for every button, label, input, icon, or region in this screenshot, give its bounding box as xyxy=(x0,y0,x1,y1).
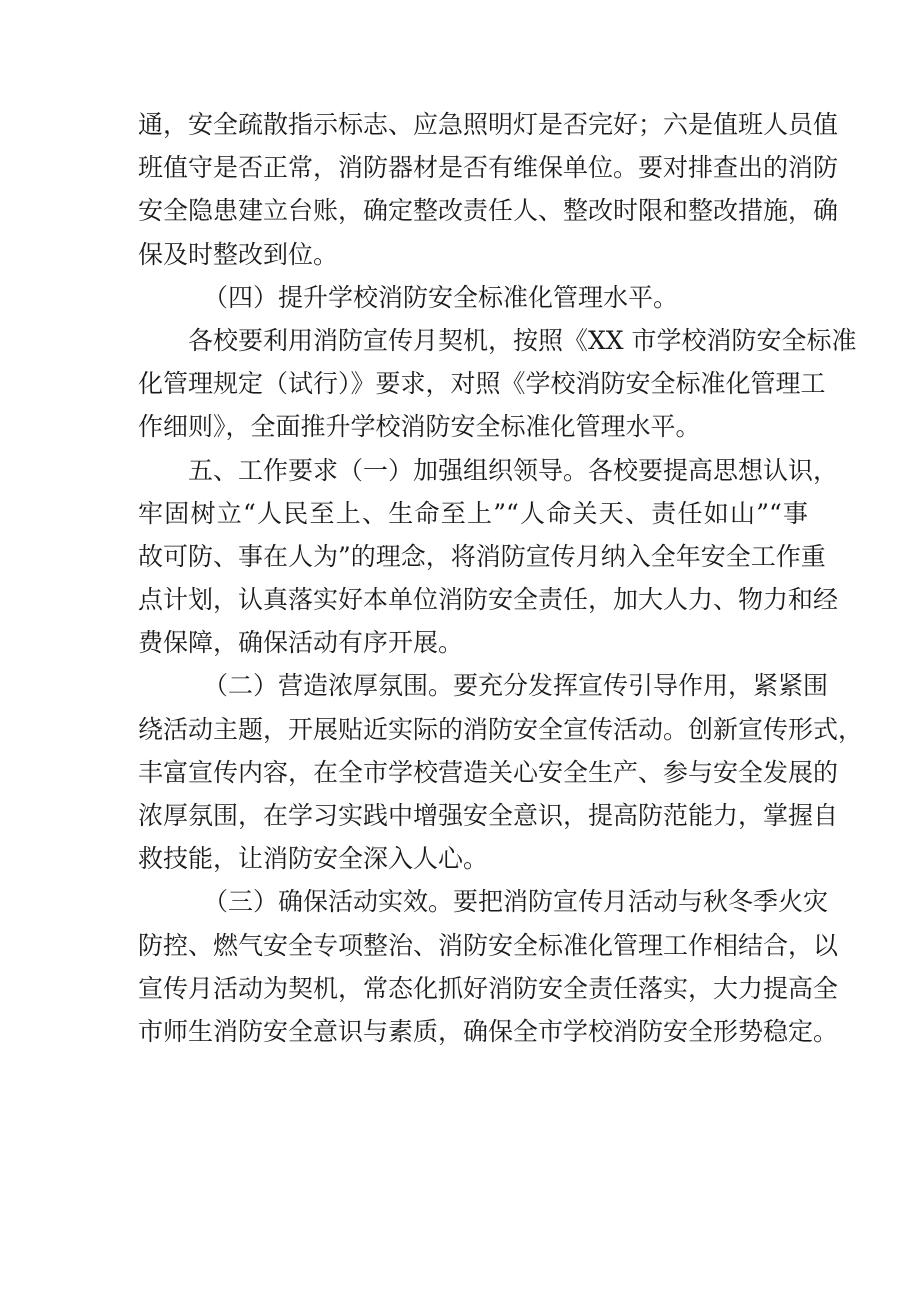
text-line: （四）提升学校消防安全标准化管理水平。 xyxy=(203,282,679,312)
text-line: 牢固树立“人民至上、生命至上”“人命关天、责任如山”“事 xyxy=(138,498,808,528)
text-line: 丰富宣传内容，在全市学校营造关心安全生产、参与安全发展的 xyxy=(138,757,839,787)
text-line: 防控、燃气安全专项整治、消防安全标准化管理工作相结合，以 xyxy=(138,930,839,960)
text-line: 安全隐患建立台账，确定整改责任人、整改时限和整改措施，确 xyxy=(138,196,839,226)
document-body xyxy=(138,103,864,1053)
text-line: 作细则》，全面推升学校消防安全标准化管理水平。 xyxy=(138,412,701,442)
text-line: 五、工作要求（一）加强组织领导。各校要提高思想认识， xyxy=(188,455,839,485)
paragraph-atmosphere xyxy=(138,664,864,880)
text-line: 市师生消防安全意识与素质，确保全市学校消防安全形势稳定。 xyxy=(138,1016,839,1046)
text-line: 通，安全疏散指示标志、应急照明灯是否完好；六是值班人员值 xyxy=(138,110,839,139)
text-line: （二）营造浓厚氛围。要充分发挥宣传引导作用，紧紧围 xyxy=(203,671,829,701)
text-line: 化管理规定（试行）》要求，对照《学校消防安全标准化管理工 xyxy=(138,369,826,399)
text-line: 救技能，让消防安全深入人心。 xyxy=(138,844,489,874)
text-line: 班值守是否正常，消防器材是否有维保单位。要对排查出的消防 xyxy=(138,153,839,183)
text-line: （三）确保活动实效。要把消防宣传月活动与秋冬季火灾 xyxy=(203,887,829,917)
section-heading-4 xyxy=(138,276,808,319)
text-line: 绕活动主题，开展贴近实际的消防安全宣传活动。创新宣传形式， xyxy=(138,714,864,744)
text-line: 保及时整改到位。 xyxy=(138,239,339,269)
text-line: 各校要利用消防宣传月契机，按照《XX 市学校消防安全标准 xyxy=(188,325,857,355)
text-line: 宣传月活动为契机，常态化抓好消防安全责任落实，大力提高全 xyxy=(138,973,839,1003)
paragraph-effectiveness xyxy=(138,880,839,1053)
text-line: 点计划，认真落实好本单位消防安全责任，加大人力、物力和经 xyxy=(138,585,839,615)
text-line: 浓厚氛围，在学习实践中增强安全意识，提高防范能力，掌握自 xyxy=(138,801,839,830)
paragraph-inspection-items xyxy=(138,103,839,276)
text-line: 费保障，确保活动有序开展。 xyxy=(138,628,464,658)
paragraph-work-requirements xyxy=(138,449,839,665)
paragraph-standardization xyxy=(138,319,857,449)
text-line: 故可防、事在人为”的理念，将消防宣传月纳入全年安全工作重 xyxy=(138,541,826,571)
